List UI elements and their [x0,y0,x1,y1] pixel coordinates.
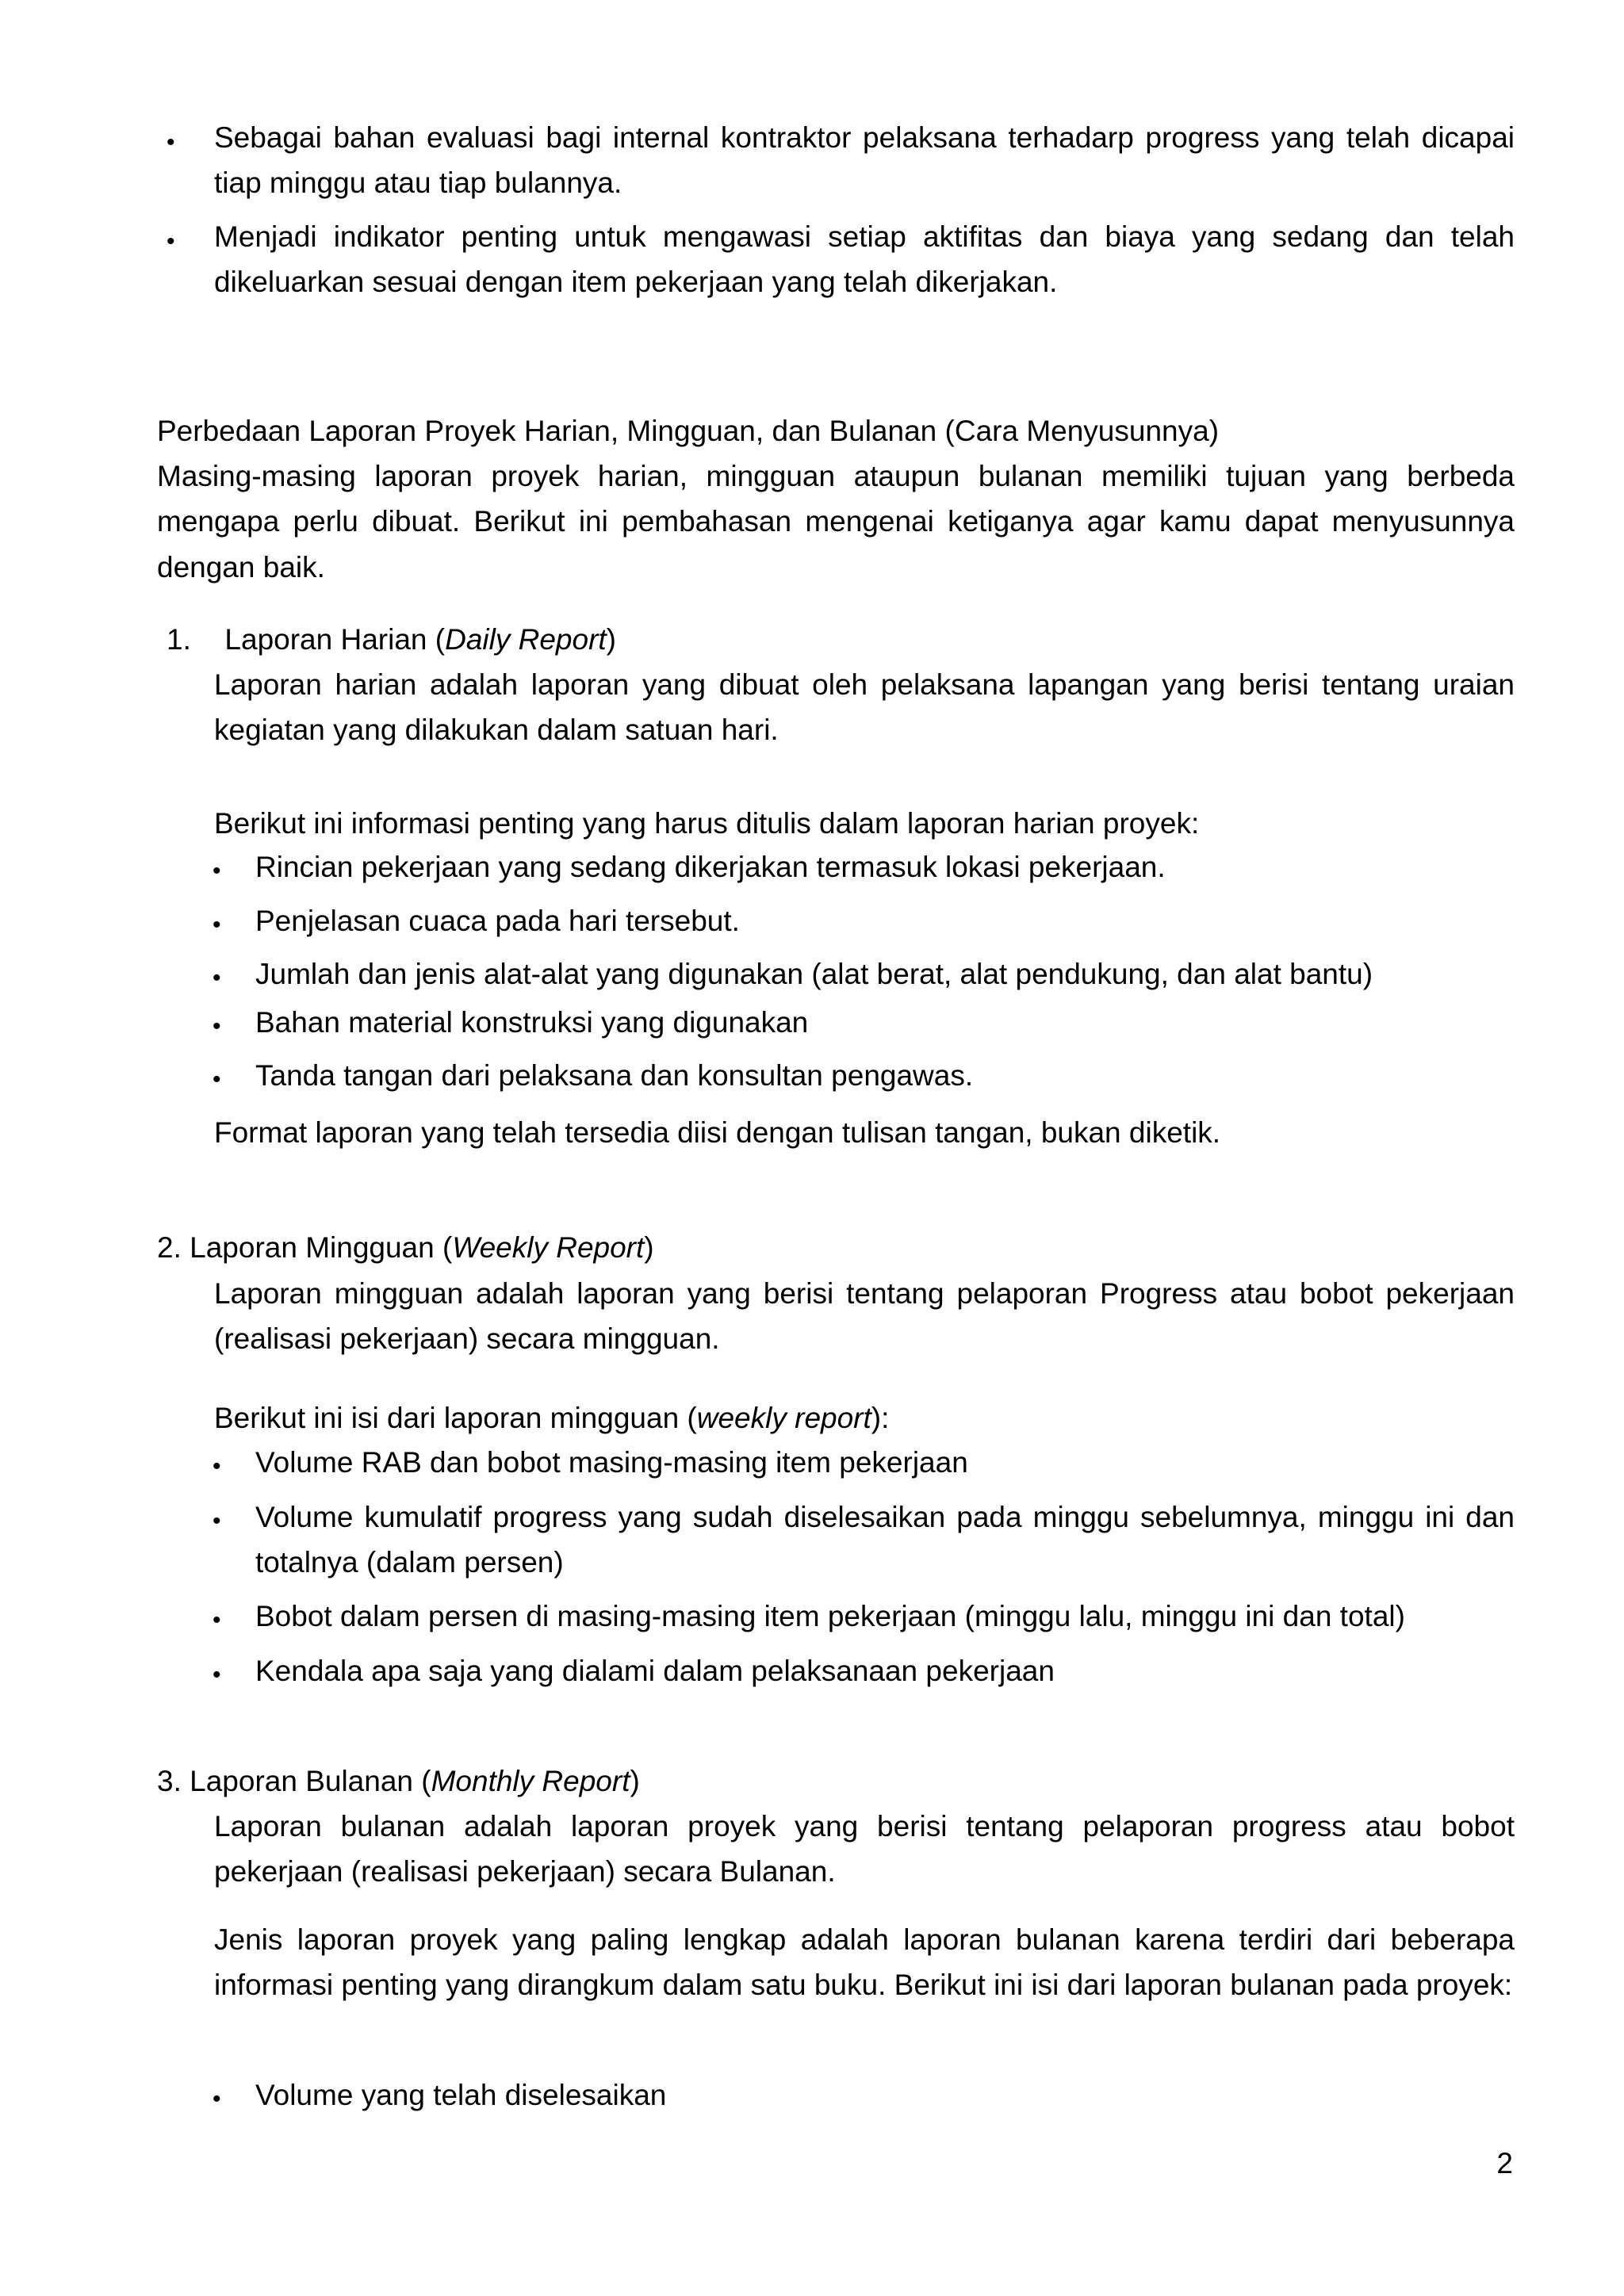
daily-item-3: Jumlah dan jenis alat-alat yang digunakan (alat berat, alat pendukung, dan alat bantu) [255,958,1373,990]
daily-description: Laporan harian adalah laporan yang dibuat oleh pelaksana lapangan yang berisi tentang uraian kegiatan yang dilakukan dalam satuan hari. [214,668,1515,747]
monthly-description: Laporan bulanan adalah laporan proyek yang berisi tentang pelaporan progress atau bobot pekerjaan (realisasi pekerjaan) secara Bulanan. [214,1810,1515,1888]
weekly-title-end: ) [644,1231,654,1264]
daily-item-1: Rincian pekerjaan yang sedang dikerjakan termasuk lokasi pekerjaan. [255,851,1166,883]
daily-note: Format laporan yang telah tersedia diisi dengan tulisan tangan, bukan diketik. [214,1116,1221,1149]
weekly-title-italic: Weekly Report [452,1231,645,1264]
weekly-description: Laporan mingguan adalah laporan yang berisi tentang pelaporan Progress atau bobot pekerjaan (realisasi pekerjaan) secara mingguan. [214,1277,1515,1356]
bullet-icon: • [213,2086,221,2112]
bullet-icon: • [213,1013,221,1039]
bullet-icon: • [213,965,221,991]
section-title: Perbedaan Laporan Proyek Harian, Mingguan, dan Bulanan (Cara Menyusunnya) [157,415,1220,447]
monthly-title-end: ) [630,1765,640,1797]
bullet-icon: • [167,129,175,155]
weekly-list-intro-italic: weekly report [696,1402,871,1434]
daily-list-intro: Berikut ini informasi penting yang harus ditulis dalam laporan harian proyek: [214,807,1200,840]
intro-paragraph: Masing-masing laporan proyek harian, mingguan ataupun bulanan memiliki tujuan yang berbeda mengapa perlu dibuat. Berikut ini pembahasan mengenai ketiganya agar kamu dapat menyusunnya dengan baik. [157,460,1515,584]
monthly-paragraph: Jenis laporan proyek yang paling lengkap adalah laporan bulanan karena terdiri dari beberapa informasi penting yang dirangkum dalam satu buku. Berikut ini isi dari laporan bulanan pada proyek: [214,1923,1515,2002]
bullet-icon: • [213,1662,221,1688]
monthly-title: 3. Laporan Bulanan ( [157,1765,431,1797]
daily-title-italic: Daily Report [445,623,607,656]
bullet-icon: • [213,1066,221,1093]
bullet-icon: • [213,1453,221,1479]
top-bullet-2: Menjadi indikator penting untuk mengawasi setiap aktifitas dan biaya yang sedang dan telah dikeluarkan sesuai dengan item pekerjaan yang telah dikerjakan. [214,220,1515,299]
bullet-icon: • [213,1607,221,1633]
bullet-icon: • [167,228,175,254]
weekly-item-3: Bobot dalam persen di masing-masing item pekerjaan (minggu lalu, minggu ini dan total) [255,1600,1405,1632]
daily-item-5: Tanda tangan dari pelaksana dan konsultan pengawas. [255,1059,974,1092]
daily-title-end: ) [606,623,616,656]
bullet-icon: • [213,1508,221,1534]
weekly-item-4: Kendala apa saja yang dialami dalam pelaksanaan pekerjaan [255,1655,1055,1687]
top-bullet-1: Sebagai bahan evaluasi bagi internal kontraktor pelaksana terhadarp progress yang telah dicapai tiap minggu atau tiap bulannya. [214,121,1515,200]
page-number: 2 [1496,2147,1513,2179]
weekly-list-intro-end: ): [871,1402,890,1434]
bullet-icon: • [213,912,221,938]
weekly-item-2: Volume kumulatif progress yang sudah diselesaikan pada minggu sebelumnya, minggu ini dan totalnya (dalam persen) [255,1501,1515,1579]
daily-title: Laporan Harian ( [224,623,446,656]
monthly-item-1: Volume yang telah diselesaikan [255,2079,667,2111]
daily-item-2: Penjelasan cuaca pada hari tersebut. [255,905,740,937]
weekly-title: 2. Laporan Mingguan ( [157,1231,453,1264]
monthly-title-italic: Monthly Report [431,1765,630,1797]
weekly-list-intro-text: Berikut ini isi dari laporan mingguan ( [214,1402,697,1434]
weekly-item-1: Volume RAB dan bobot masing-masing item pekerjaan [255,1446,968,1479]
weekly-list-intro [214,1395,1515,1441]
daily-number: 1. [167,623,191,656]
daily-heading [167,617,1515,662]
monthly-heading [157,1758,1515,1804]
weekly-heading [157,1225,1515,1270]
daily-item-4: Bahan material konstruksi yang digunakan [255,1006,809,1039]
bullet-icon: • [213,858,221,884]
